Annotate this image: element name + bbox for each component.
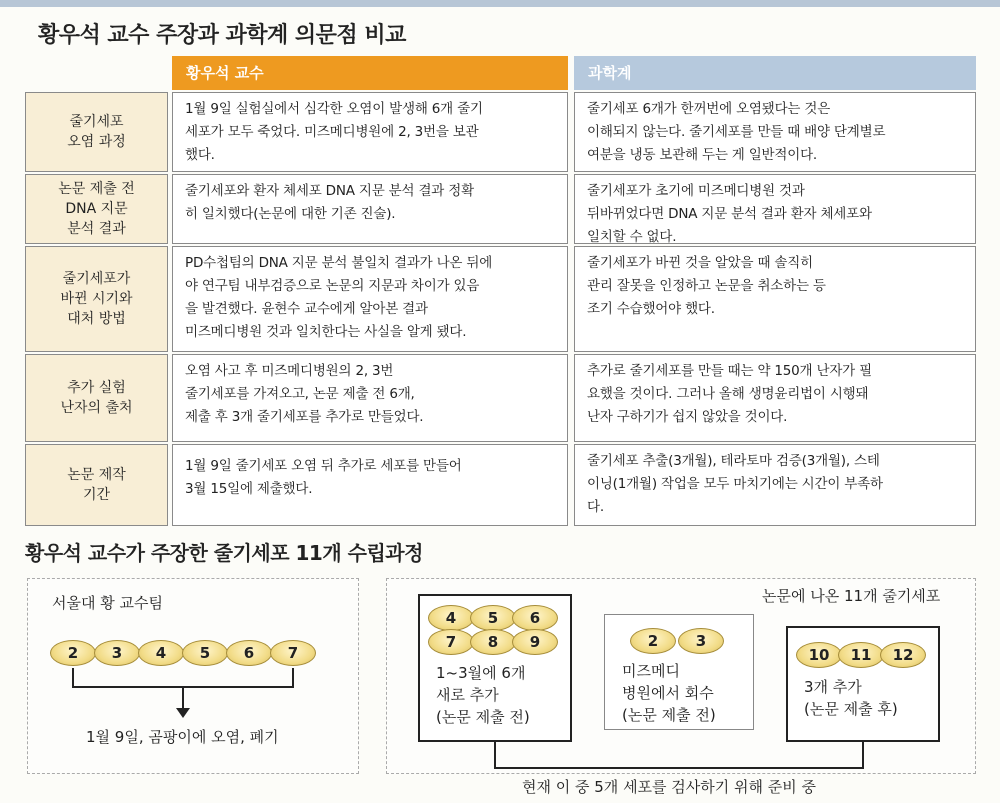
page-title: 황우석 교수 주장과 과학계 의문점 비교: [38, 23, 406, 48]
arrow-down-icon: [176, 708, 190, 718]
diagram-title: 황우석 교수가 주장한 줄기세포 11개 수립과정: [25, 541, 423, 565]
column-header-hwang: 황우석 교수: [172, 56, 568, 90]
post-submission-note: 3개 추가 (논문 제출 후): [804, 678, 898, 718]
mizmedi-note: 미즈메디 병원에서 회수 (논문 제출 전): [622, 662, 716, 724]
hwang-claim-cell: PD수첩팀의 DNA 지문 분석 불일치 결과가 나온 뒤에 야 연구팀 내부검증으로 논문의 지문과 차이가 있음 을 발견했다. 윤현수 교수에게 알아본 결과 미즈메디병원 것과 일치한다는 사실을 알게 됐다.: [172, 246, 568, 352]
cell-dish: 4: [428, 605, 474, 631]
science-doubt-cell: 줄기세포가 바뀐 것을 알았을 때 솔직히 관리 잘못을 인정하고 논문을 취소하는 등 조기 수습했어야 했다.: [574, 246, 976, 352]
hwang-claim-cell: 오염 사고 후 미즈메디병원의 2, 3번 줄기세포를 가져오고, 논문 제출 전 6개, 제출 후 3개 줄기세포를 추가로 만들었다.: [172, 354, 568, 442]
bracket-right: [292, 668, 294, 688]
science-doubt-cell: 줄기세포가 초기에 미즈메디병원 것과 뒤바뀌었다면 DNA 지문 분석 결과 환자 체세포와 일치할 수 없다.: [574, 174, 976, 244]
connector-right: [862, 742, 864, 768]
row-label: 줄기세포 오염 과정: [25, 92, 168, 172]
cell-dish: 6: [226, 640, 272, 666]
row-label: 추가 실험 난자의 출처: [25, 354, 168, 442]
row-label: 논문 제작 기간: [25, 444, 168, 526]
discard-note: 1월 9일, 곰팡이에 오염, 폐기: [86, 728, 279, 746]
cell-dish: 11: [838, 642, 884, 668]
row-label: 논문 제출 전 DNA 지문 분석 결과: [25, 174, 168, 244]
connector-left: [494, 742, 496, 768]
cell-dish: 5: [470, 605, 516, 631]
hwang-claim-cell: 1월 9일 줄기세포 오염 뒤 추가로 세포를 만들어 3월 15일에 제출했다.: [172, 444, 568, 526]
cell-dish: 5: [182, 640, 228, 666]
bracket-left: [72, 668, 74, 688]
cell-dish: 10: [796, 642, 842, 668]
hwang-claim-cell: 1월 9일 실험실에서 심각한 오염이 발생해 6개 줄기 세포가 모두 죽었다. 미즈메디병원에 2, 3번을 보관 했다.: [172, 92, 568, 172]
cell-dish: 6: [512, 605, 558, 631]
cell-dish: 9: [512, 629, 558, 655]
science-doubt-cell: 추가로 줄기세포를 만들 때는 약 150개 난자가 필 요했을 것이다. 그러나 올해 생명윤리법이 시행돼 난자 구하기가 쉽지 않았을 것이다.: [574, 354, 976, 442]
cell-dish: 2: [630, 628, 676, 654]
connector-bar: [494, 767, 864, 769]
team-label: 서울대 황 교수팀: [52, 594, 163, 612]
paper-cells-title: 논문에 나온 11개 줄기세포: [762, 587, 941, 605]
cell-dish: 2: [50, 640, 96, 666]
cell-dish: 3: [678, 628, 724, 654]
cell-dish: 4: [138, 640, 184, 666]
cell-dish: 8: [470, 629, 516, 655]
hwang-claim-cell: 줄기세포와 환자 체세포 DNA 지문 분석 결과 정확 히 일치했다(논문에 대한 기존 진술).: [172, 174, 568, 244]
cell-dish: 12: [880, 642, 926, 668]
cell-dish: 7: [270, 640, 316, 666]
new-lines-note: 1~3월에 6개 새로 추가 (논문 제출 전): [436, 664, 530, 726]
bottom-note: 현재 이 중 5개 세포를 검사하기 위해 준비 중: [518, 776, 820, 798]
arrow-shaft: [182, 686, 184, 710]
science-doubt-cell: 줄기세포 추출(3개월), 테라토마 검증(3개월), 스테 이닝(1개월) 작업을 모두 마치기에는 시간이 부족하 다.: [574, 444, 976, 526]
row-label: 줄기세포가 바뀐 시기와 대처 방법: [25, 246, 168, 352]
cell-dish: 3: [94, 640, 140, 666]
column-header-science: 과학계: [574, 56, 976, 90]
top-accent-bar: [0, 0, 1000, 7]
cell-dish: 7: [428, 629, 474, 655]
science-doubt-cell: 줄기세포 6개가 한꺼번에 오염됐다는 것은 이해되지 않는다. 줄기세포를 만들 때 배양 단계별로 여분을 냉동 보관해 두는 게 일반적이다.: [574, 92, 976, 172]
